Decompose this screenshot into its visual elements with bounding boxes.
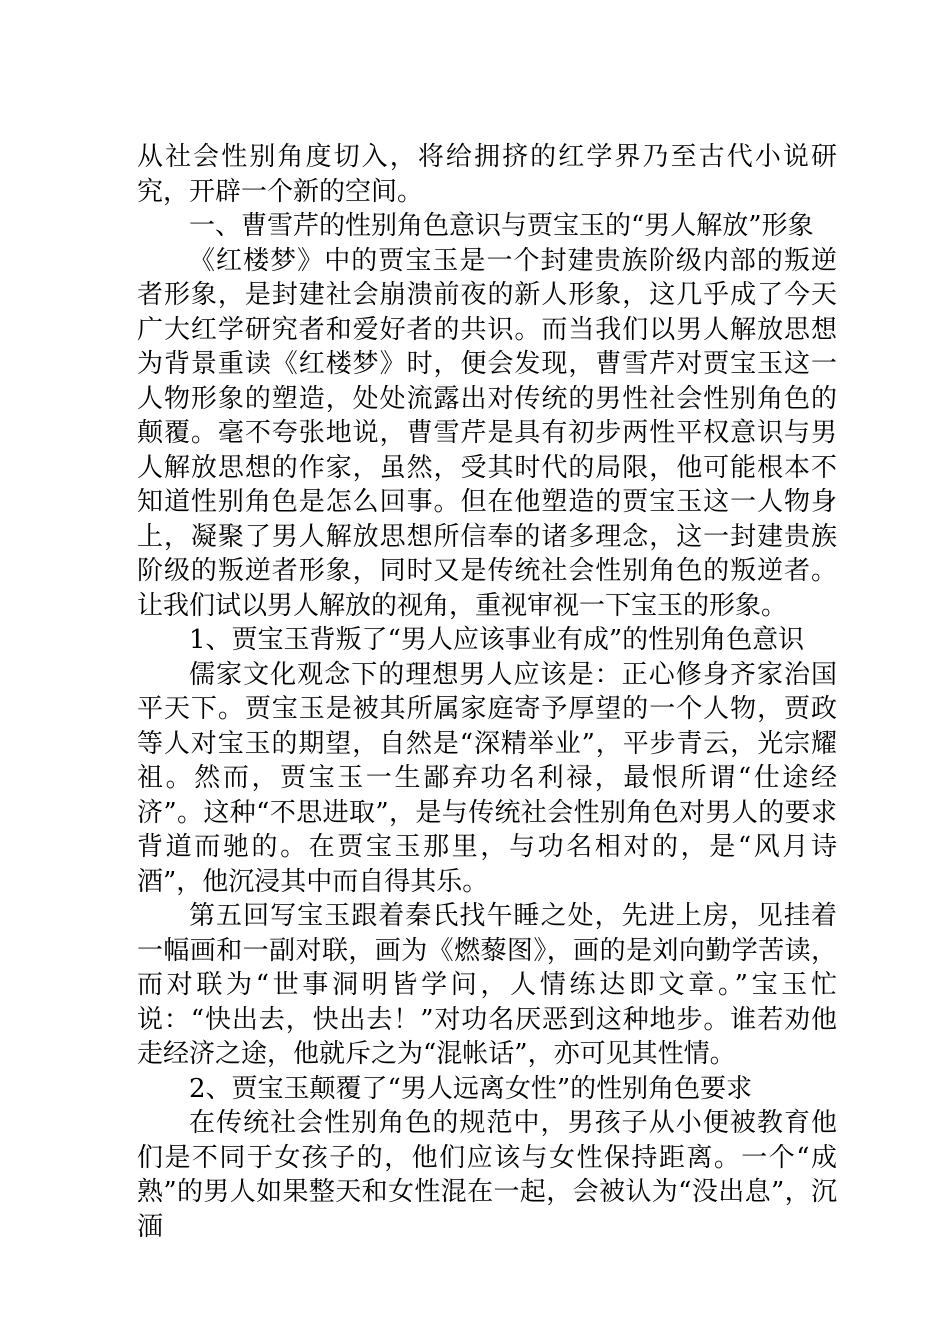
document-body <box>137 140 837 1244</box>
paragraph-body: 儒家文化观念下的理想男人应该是：正心修身齐家治国平天下。贾宝玉是被其所属家庭寄予厚望的一个人物，贾政等人对宝玉的期望，自然是“深精举业”，平步青云，光宗耀祖。然而，贾宝玉一生鄙弃功名利禄，最恨所谓“仕途经济”。这种“不思进取”，是与传统社会性别角色对男人的要求背道而驰的。在贾宝玉那里，与功名相对的，是“风月诗酒”，他沉浸其中而自得其乐。 <box>137 659 837 897</box>
paragraph-body: 在传统社会性别角色的规范中，男孩子从小便被教育他们是不同于女孩子的，他们应该与女性保持距离。一个“成熟”的男人如果整天和女性混在一起，会被认为“没出息”，沉湎 <box>137 1108 837 1242</box>
section-heading-1: 一、曹雪芹的性别角色意识与贾宝玉的“男人解放”形象 <box>189 211 814 241</box>
subsection-heading-2: 2、贾宝玉颠覆了“男人远离女性”的性别角色要求 <box>189 1073 753 1104</box>
subsection-heading-1: 1、贾宝玉背叛了“男人应该事业有成”的性别角色意识 <box>189 625 805 655</box>
paragraph-body: 第五回写宝玉跟着秦氏找午睡之处，先进上房，见挂着一幅画和一副对联，画为《燃藜图》，画的是刘向勤学苦读，而对联为“世事洞明皆学问，人情练达即文章。”宝玉忙说：“快出去，快出去！”对功名厌恶到这种地步。谁若劝他走经济之途，他就斥之为“混帐话”，亦可见其性情。 <box>137 901 837 1069</box>
paragraph-continuation: 从社会性别角度切入，将给拥挤的红学界乃至古代小说研究，开辟一个新的空间。 <box>137 142 837 207</box>
paragraph-body: 《红楼梦》中的贾宝玉是一个封建贵族阶级内部的叛逆者形象，是封建社会崩溃前夜的新人形象，这几乎成了今天广大红学研究者和爱好者的共识。而当我们以男人解放思想为背景重读《红楼梦》时，便会发现，曹雪芹对贾宝玉这一人物形象的塑造，处处流露出对传统的男性社会性别角色的颠覆。毫不夸张地说，曹雪芹是具有初步两性平权意识与男人解放思想的作家，虽然，受其时代的局限，他可能根本不知道性别角色是怎么回事。但在他塑造的贾宝玉这一人物身上，凝聚了男人解放思想所信奉的诸多理念，这一封建贵族阶级的叛逆者形象，同时又是传统社会性别角色的叛逆者。让我们试以男人解放的视角，重视审视一下宝玉的形象。 <box>137 245 837 621</box>
